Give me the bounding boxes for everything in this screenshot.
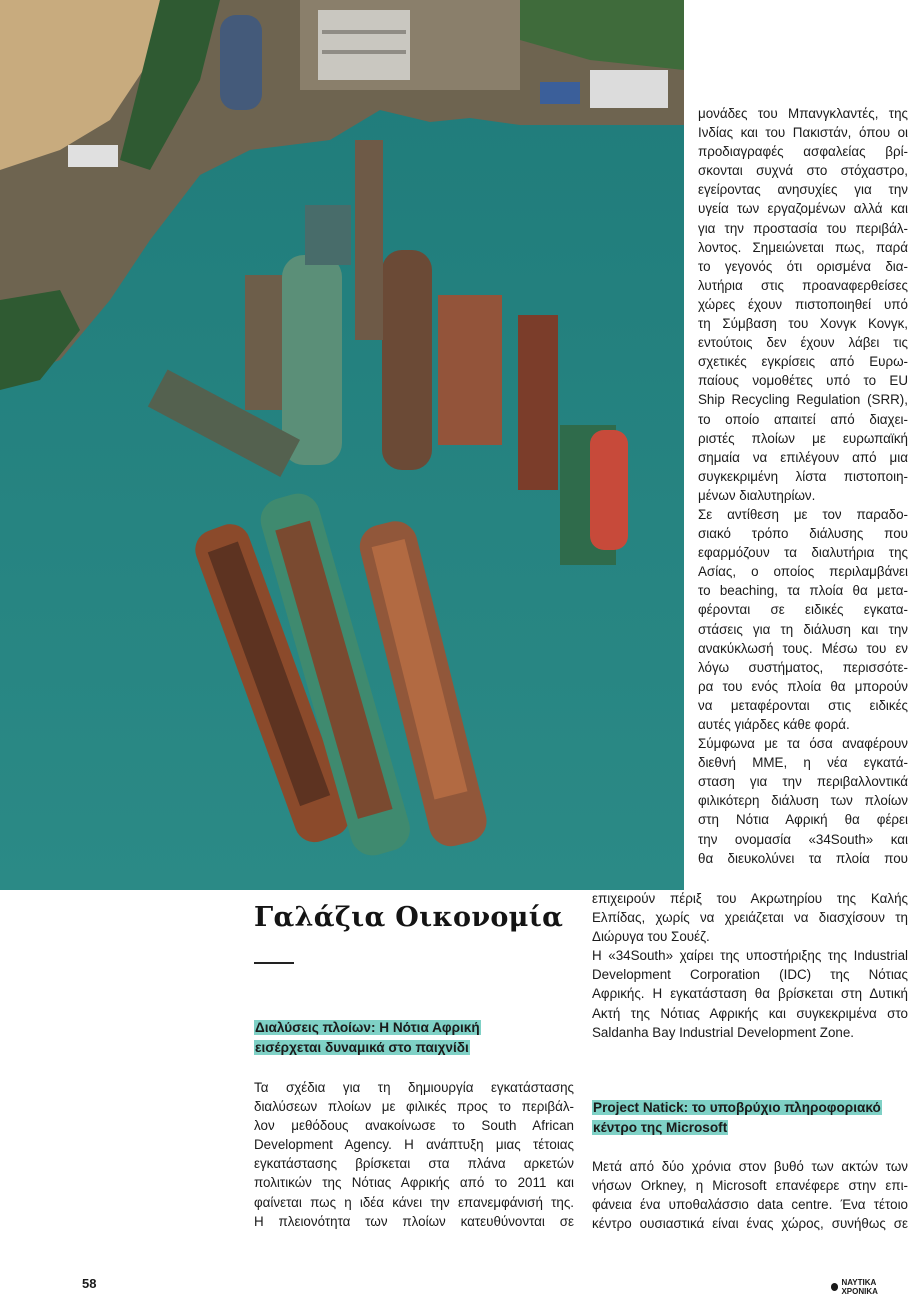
article-1-right-line: Σύμφωνα με τα όσα αναφέρουν xyxy=(698,736,908,752)
article-1-right-line: σιακό τρόπο διάλυσης που xyxy=(698,526,908,542)
article-1-right-line: ρα του ενός πλοία θα μπορούν xyxy=(698,678,908,694)
article-1-right-line: Ινδίας και του Πακιστάν, όπου οι xyxy=(698,125,908,141)
article-1-left-line: διαλύσεων πλοίων με φιλικές προς το περιβάλ- xyxy=(254,1099,574,1115)
article-1-continuation xyxy=(592,889,908,1042)
brand-logo-icon xyxy=(831,1283,838,1291)
article-1-wide-line: Saldanha Bay Industrial Development Zone. xyxy=(592,1024,855,1040)
article-1-wide-line: Διώρυγα του Σουέζ. xyxy=(592,929,710,945)
article-2-headline xyxy=(592,1098,908,1138)
article-1-left-line: Η πλειονότητα των πλοίων κατευθύνονται σε xyxy=(254,1213,574,1229)
article-2-headline-line-1: Project Natick: το υποβρύχιο πληροφοριακό xyxy=(593,1100,881,1115)
article-1-right-line: λόγω συστήματος, περισσότε- xyxy=(698,659,908,675)
section-title: Γαλάζια Οικονομία xyxy=(254,902,564,933)
title-divider xyxy=(254,962,294,964)
article-2-line: κέντρο ουσιαστικά είναι ένας χώρος, συνήθως σε xyxy=(592,1216,908,1232)
article-1-right-line: να μεταφέρονται στις ειδικές xyxy=(698,697,908,713)
article-1-right-line: υγεία των εργαζομένων αλλά και xyxy=(698,201,908,217)
article-1-right-line: παίους νομοθέτες υπό το EU xyxy=(698,373,908,389)
article-1-right-line: λοντος. Σημειώνεται πως, παρά xyxy=(698,239,908,255)
article-1-left-line: λον μεθόδους ανακοίνωσε το South African xyxy=(254,1118,574,1134)
article-1-right-line: τη Σύμβαση του Χονγκ Κονγκ, xyxy=(698,316,908,332)
article-1-right-line: το beaching, τα πλοία θα μετα- xyxy=(698,583,908,599)
article-2-line: νήσων Orkney, η Microsoft επανέφερε στην επι- xyxy=(592,1178,908,1194)
article-1-right-line: το γεγονός ότι ορισμένα δια- xyxy=(698,258,908,274)
article-1-right-line: Ship Recycling Regulation (SRR), xyxy=(698,392,908,408)
article-1-right-line: Ασίας, ο οποίος περιλαμβάνει xyxy=(698,564,908,580)
article-1-right-line: στη Νότια Αφρική θα φέρει xyxy=(698,812,908,828)
article-1-right-line: εγείροντας ανησυχίες για την xyxy=(698,182,908,198)
article-1-right-line: λυτήρια στις προαναφερθείσες xyxy=(698,277,908,293)
article-1-right-line: μονάδες του Μπανγκλαντές, της xyxy=(698,106,908,121)
article-1-wide-line: Η «34South» χαίρει της υποστήριξης της Industrial xyxy=(592,948,908,964)
article-2-headline-line-2: κέντρο της Microsoft xyxy=(593,1120,728,1135)
article-1-right-line: εφαρμόζουν τα διαλυτήρια της xyxy=(698,545,908,561)
article-1-right-line: διεθνή ΜΜΕ, η νέα εγκατά- xyxy=(698,755,908,771)
article-1-right-line: σημαία να επιλέγουν από μια xyxy=(698,449,908,465)
article-2-line: Μετά από δύο χρόνια στον βυθό των ακτών των xyxy=(592,1159,908,1174)
article-1-right-line: την ονομασία «34South» και xyxy=(698,831,908,847)
page-number: 58 xyxy=(82,1276,97,1291)
article-1-right-column xyxy=(698,104,908,868)
article-1-headline-line-2: εισέρχεται δυναμικά στο παιχνίδι xyxy=(255,1040,469,1055)
article-1-right-line: σταση για την περιβαλλοντικά xyxy=(698,774,908,790)
article-1-right-line: χώρες έχουν πιστοποιηθεί υπό xyxy=(698,296,908,312)
article-1-left-line: Τα σχέδια για τη δημιουργία εγκατάστασης xyxy=(254,1080,574,1095)
article-1-left-line: Development Agency. Η ανάπτυξη μιας τέτοιας xyxy=(254,1137,574,1153)
article-1-right-line: Σε αντίθεση με τον παραδο- xyxy=(698,506,908,522)
article-1-right-line: φέρονται σε ειδικές εγκατα- xyxy=(698,602,908,618)
article-1-right-line: εντούτοις δεν έχουν λάβει τις xyxy=(698,335,908,351)
footer-brand xyxy=(831,1278,910,1296)
article-1-right-line: μένων διαλυτηρίων. xyxy=(698,487,816,503)
article-1-right-line: συγκεκριμένη λίστα πιστοποιη- xyxy=(698,468,908,484)
article-1-right-line: για την προστασία του περιβάλ- xyxy=(698,220,908,236)
article-1-right-line: προδιαγραφές ασφαλείας βρί- xyxy=(698,144,908,160)
article-1-right-line: στάσεις για τη διάλυση και την xyxy=(698,621,908,637)
article-1-headline-line-1: Διαλύσεις πλοίων: Η Νότια Αφρική xyxy=(255,1020,480,1035)
article-1-right-line: σκονται συχνά στο στόχαστρο, xyxy=(698,163,908,179)
article-1-wide-line: Ακτή της Νότιας Αφρικής και συγκεκριμένα στο xyxy=(592,1005,908,1021)
brand-name: ΝΑΥΤΙΚΑ ΧΡΟΝΙΚΑ xyxy=(841,1278,878,1296)
article-1-right-line: ριστές πλοίων με ευρωπαϊκή xyxy=(698,430,908,446)
article-1-wide-line: Αφρικής. Η εγκατάσταση θα βρίσκεται στη Δυτική xyxy=(592,986,908,1002)
article-2-line: φάνεια ένα υποθαλάσσιο data centre. Ένα τέτοιο xyxy=(592,1197,908,1213)
article-1-wide-line: Development Corporation (IDC) της Νότιας xyxy=(592,967,908,983)
article-1-wide-line: επιχειρούν πέριξ του Ακρωτηρίου της Καλής xyxy=(592,891,908,906)
article-2-body xyxy=(592,1157,908,1233)
article-1-left-line: φαίνεται πως η ιδέα κάνει την επανεμφάνισή της. xyxy=(254,1194,574,1210)
article-1-wide-line: Ελπίδας, χωρίς να χρειάζεται να διασχίσουν τη xyxy=(592,910,908,926)
article-1-right-line: το οποίο απαιτεί από διαχει- xyxy=(698,411,908,427)
article-1-left-line: πολιτικών της Νότιας Αφρικής από το 2011 και xyxy=(254,1175,574,1191)
article-1-right-line: σχετικές εγκρίσεις από Ευρω- xyxy=(698,354,908,370)
article-1-right-line: αυτές γιάρδες κάθε φορά. xyxy=(698,717,850,732)
article-1-left-column xyxy=(254,1078,574,1231)
article-1-right-line: ανακύκλωσή τους. Μέσω του εν xyxy=(698,640,908,656)
article-1-right-line: φιλικότερη διάλυση των πλοίων xyxy=(698,793,908,809)
article-1-headline xyxy=(254,1018,574,1058)
article-1-left-line: εγκατάστασης βρίσκεται στα πλάνα αρκετών xyxy=(254,1156,574,1172)
article-1-right-line: θα διευκολύνει τα πλοία που xyxy=(698,850,908,866)
